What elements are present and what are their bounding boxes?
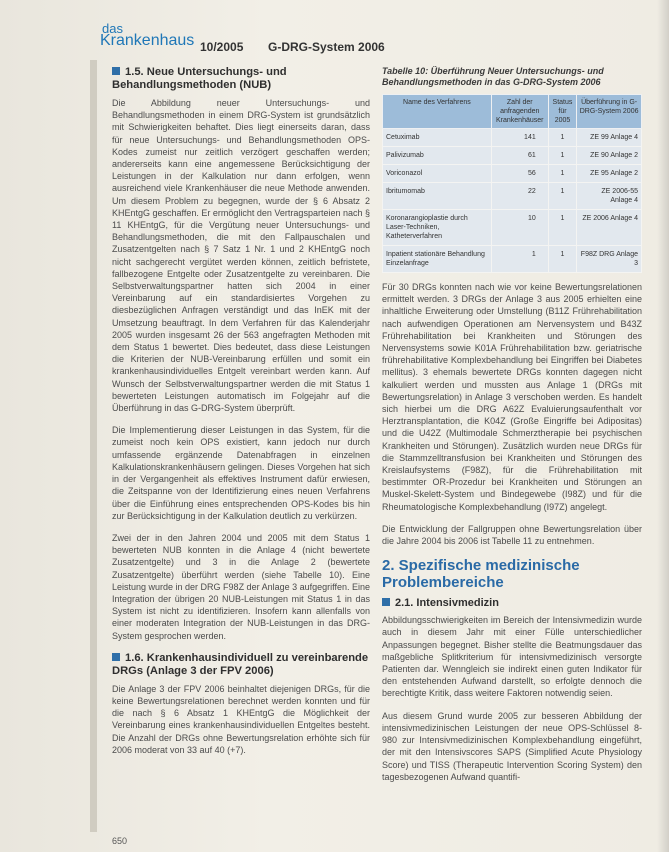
cell-status: 1	[548, 210, 576, 246]
paragraph: Die Entwicklung der Fallgruppen ohne Bewertungsrelation über die Jahre 2004 bis 2006 ist Tabelle 11 zu entnehmen.	[382, 523, 642, 547]
cell-count: 1	[491, 246, 548, 273]
nub-table	[382, 94, 642, 273]
section-bullet-icon	[382, 598, 390, 606]
section-bullet-icon	[112, 653, 120, 661]
cell-status: 1	[548, 246, 576, 273]
cell-status: 1	[548, 183, 576, 210]
col-header-status: Status für 2005	[548, 95, 576, 129]
cell-transfer: ZE 2006 Anlage 4	[577, 210, 642, 246]
section-2-heading: 2. Spezifische medizinische Problembereiche	[382, 557, 580, 592]
cell-transfer: ZE 99 Anlage 4	[577, 129, 642, 147]
right-column	[382, 66, 642, 793]
table-row	[383, 129, 642, 147]
cell-count: 10	[491, 210, 548, 246]
cell-status: 1	[548, 147, 576, 165]
cell-transfer: ZE 90 Anlage 2	[577, 147, 642, 165]
page-number: 650	[112, 836, 128, 846]
cell-status: 1	[548, 129, 576, 147]
cell-count: 22	[491, 183, 548, 210]
margin-rule	[90, 60, 97, 832]
page-edge-shadow	[657, 0, 669, 852]
cell-name: Cetuximab	[383, 129, 492, 147]
col-header-count: Zahl der anfragenden Krankenhäuser	[491, 95, 548, 129]
paragraph: Abbildungsschwierigkeiten im Bereich der Intensivmedizin wurde auch in diesem Jahr mit einer Fülle unterschiedlicher Anpassungen begegnet. Bisher stellte die Beatmungsdauer das maßgebliche Splitkriterium für intensivmedizinisch versorgte Patienten dar. Wenngleich sie indirekt einen guten Indikator für den entstehenden Aufwand darstellt, so erfolgte dennoch die berechtigte Kritik, dass weitere Faktoren notwendig seien.	[382, 615, 642, 699]
cell-name: Voriconazol	[383, 165, 492, 183]
cell-name: Ibritumomab	[383, 183, 492, 210]
cell-count: 141	[491, 129, 548, 147]
paragraph: Die Anlage 3 der FPV 2006 beinhaltet diejenigen DRGs, für die keine Bewertungsrelationen berechnet werden konnten und für die nach § 6 Absatz 1 KHEntgG die Möglichkeit der Vereinbarung eines krankenhausindividuellen Entgeltes besteht. Die Anzahl der DRGs ohne Bewertungsrelation erhöhte sich für 2006 moderat von 33 auf 40 (+7).	[112, 683, 370, 755]
col-header-name: Name des Verfahrens	[383, 95, 492, 129]
section-2-1-heading	[382, 597, 642, 609]
running-title: G-DRG-System 2006	[268, 40, 385, 54]
table-row	[383, 246, 642, 273]
left-column	[112, 66, 370, 766]
table-row	[383, 210, 642, 246]
paragraph: Die Implementierung dieser Leistungen in das System, für die zumeist noch kein OPS existiert, kann jedoch nur durch umfassende ergänzende Datenabfragen in einzelnen Kalkulationskrankenhäusern gelingen. Dieses Vorgehen hat sich in der Vergangenheit als effektives Instrument dafür erwiesen, die Zeitspanne von der Identifizierung eines neuen Verfahrens über die Einführung eines entsprechenden OPS-Kodes bis hin zur Berücksichtigung in der Kalkulation deutlich zu verkürzen.	[112, 425, 370, 521]
cell-name: Palivizumab	[383, 147, 492, 165]
cell-transfer: ZE 2006-55 Anlage 4	[577, 183, 642, 210]
section-1-6-heading	[112, 652, 370, 678]
logo-line-2: Krankenhaus	[100, 32, 195, 49]
table-caption: Tabelle 10: Überführung Neuer Untersuchungs- und Behandlungsmethoden in das G-DRG-System 2006	[382, 66, 604, 87]
cell-count: 56	[491, 165, 548, 183]
cell-transfer: ZE 95 Anlage 2	[577, 165, 642, 183]
section-2-1-title: 2.1. Intensivmedizin	[395, 597, 499, 610]
logo-line-1: das	[102, 21, 123, 36]
section-bullet-icon	[112, 67, 120, 75]
paragraph: Für 30 DRGs konnten nach wie vor keine Bewertungsrelationen ermittelt werden. 3 DRGs der Anlage 3 aus 2005 erhielten eine inhaltliche Erweiterung oder Umstellung (B11Z Frührehabilitation nach aufwendigen Operationen am Nervensystem und B43Z Frührehabilitation bei Krankheiten und Störungen des Nervensystems sowie K01A Frührehabilitation bzw. geriatrische frührehabilitative Komplexbehandlung bei Eingriffen bei Diabetes mellitus). 3 ehemals bewertete DRGs konnten dagegen nicht kalkuliert werden und mussten aus Anlage 1 (DRGs mit Bewertungsrelation) in Anlage 3 verschoben werden. Es handelt sich hierbei um die DRG A62Z Evaluierungsaufenthalt vor Herztransplantation, die K04Z (Große Eingriffe bei Adipositas) und die U42Z (Multimodale Schmerztherapie bei psychischen Krankheiten und Störungen). Zusätzlich wurden neue DRGs für die Stammzelltransfusion bei Krankheiten und Störungen des Kreislaufsystems (F98Z), für die Frührehabilitation mit bestimmter OR-Prozedur bei Krankheiten und Störungen an Muskel-Skelett-System und Bindegewebe (I98Z) und für die Rheumatologische Komplexbehandlung (I97Z) angelegt.	[382, 282, 642, 512]
cell-name: Inpatient stationäre Behandlung Einzelanfrage	[383, 246, 492, 273]
table-row	[383, 147, 642, 165]
cell-name: Koronarangioplastie durch Laser-Techniken, Katheterverfahren	[383, 210, 492, 246]
section-1-6-title: 1.6. Krankenhausindividuell zu vereinbarende DRGs (Anlage 3 der FPV 2006)	[112, 651, 369, 677]
section-1-5-title: 1.5. Neue Untersuchungs- und Behandlungsmethoden (NUB)	[112, 66, 287, 91]
table-row	[383, 183, 642, 210]
paragraph: Die Abbildung neuer Untersuchungs- und Behandlungsmethoden in einem DRG-System ist grundsätzlich mit Schwierigkeiten behaftet. Dies liegt einerseits daran, dass für neue Untersuchungs- und Behandlungsmethoden OPS-Kodes zumeist nur zeitlich verzögert geschaffen werden; andererseits kann eine angemessene Berücksichtigung der Leistungen in der Kalkulation nur dann erfolgen, wenn ausreichend viele Krankenhäuser die neue Methode anwenden. Um diesem Problem zu begegnen, wurde der § 6 Absatz 2 KHEntgG geschaffen. Er ermöglicht den Vertragsparteien nach § 11 KHEntgG, für die Vergütung neuer Untersuchungs- und Behandlungsmethoden, die mit den Fallpauschalen und Zusatzentgelten nach § 7 Satz 1 Nr. 1 und 2 KHEntgG noch nicht sachgerecht vergütet werden können, zeitlich befristete, fallbezogene Entgelte oder Zusatzentgelte zu vereinbaren. Die Selbstverwaltungspartner hatten sich 2004 in einer Vereinbarung auf ein standardisiertes Vorgehen zu diesbezüglichen Anfragen verständigt und das InEK mit der Umsetzung beauftragt. In dem Verfahren für das Kalenderjahr 2005 wurden insgesamt 26 der 563 angefragten Methoden mit dem Status 1 bewertet. Dies bedeutet, dass diese Leistungen die Kriterien der NUB-Vereinbarung erfüllen und somit ein krankenhausindividuelles Entgelt vereinbart werden kann. Auf Wunsch der Selbstverwaltungspartner werden die mit Status 1 bewerteten Leistungen automatisch im Folgejahr auf die Überführung in das G-DRG-System überprüft.	[112, 98, 370, 414]
cell-count: 61	[491, 147, 548, 165]
table-row	[383, 165, 642, 183]
issue-number: 10/2005	[200, 40, 244, 54]
cell-transfer: F98Z DRG Anlage 3	[577, 246, 642, 273]
paragraph: Zwei der in den Jahren 2004 und 2005 mit dem Status 1 bewerteten NUB konnten in die Anlage 4 (nicht bewertete Zusatzentgelte) und 3 in die Anlage 2 (bewertete Zusatzentgelte) überführt werden (siehe Tabelle 10). Eine Leistung wurde in der DRG F98Z der Anlage 3 aufgegriffen. Eine Integration der übrigen 20 NUB-Leistungen mit Status 1 in das System ist nicht zu identifizieren. Insofern kann allenfalls von einer moderaten Integration der NUB-Leistungen in das DRG-System gesprochen werden.	[112, 532, 370, 641]
magazine-logo	[100, 22, 194, 49]
table-header-row	[383, 95, 642, 129]
cell-status: 1	[548, 165, 576, 183]
section-1-5-heading	[112, 66, 370, 92]
col-header-transfer: Überführung in G-DRG-System 2006	[577, 95, 642, 129]
paragraph: Aus diesem Grund wurde 2005 zur besseren Abbildung der intensivmedizinischen Leistungen der neue OPS-Schlüssel 8-980 zur Intensivmedizinischen Komplexbehandlung eingeführt, der mit den Intensivscores SAPS (Simplified Acute Physiology Score) und TISS (Therapeutic Intervention Scoring System) den tagesbezogenen Aufwand quantifi-	[382, 710, 642, 782]
